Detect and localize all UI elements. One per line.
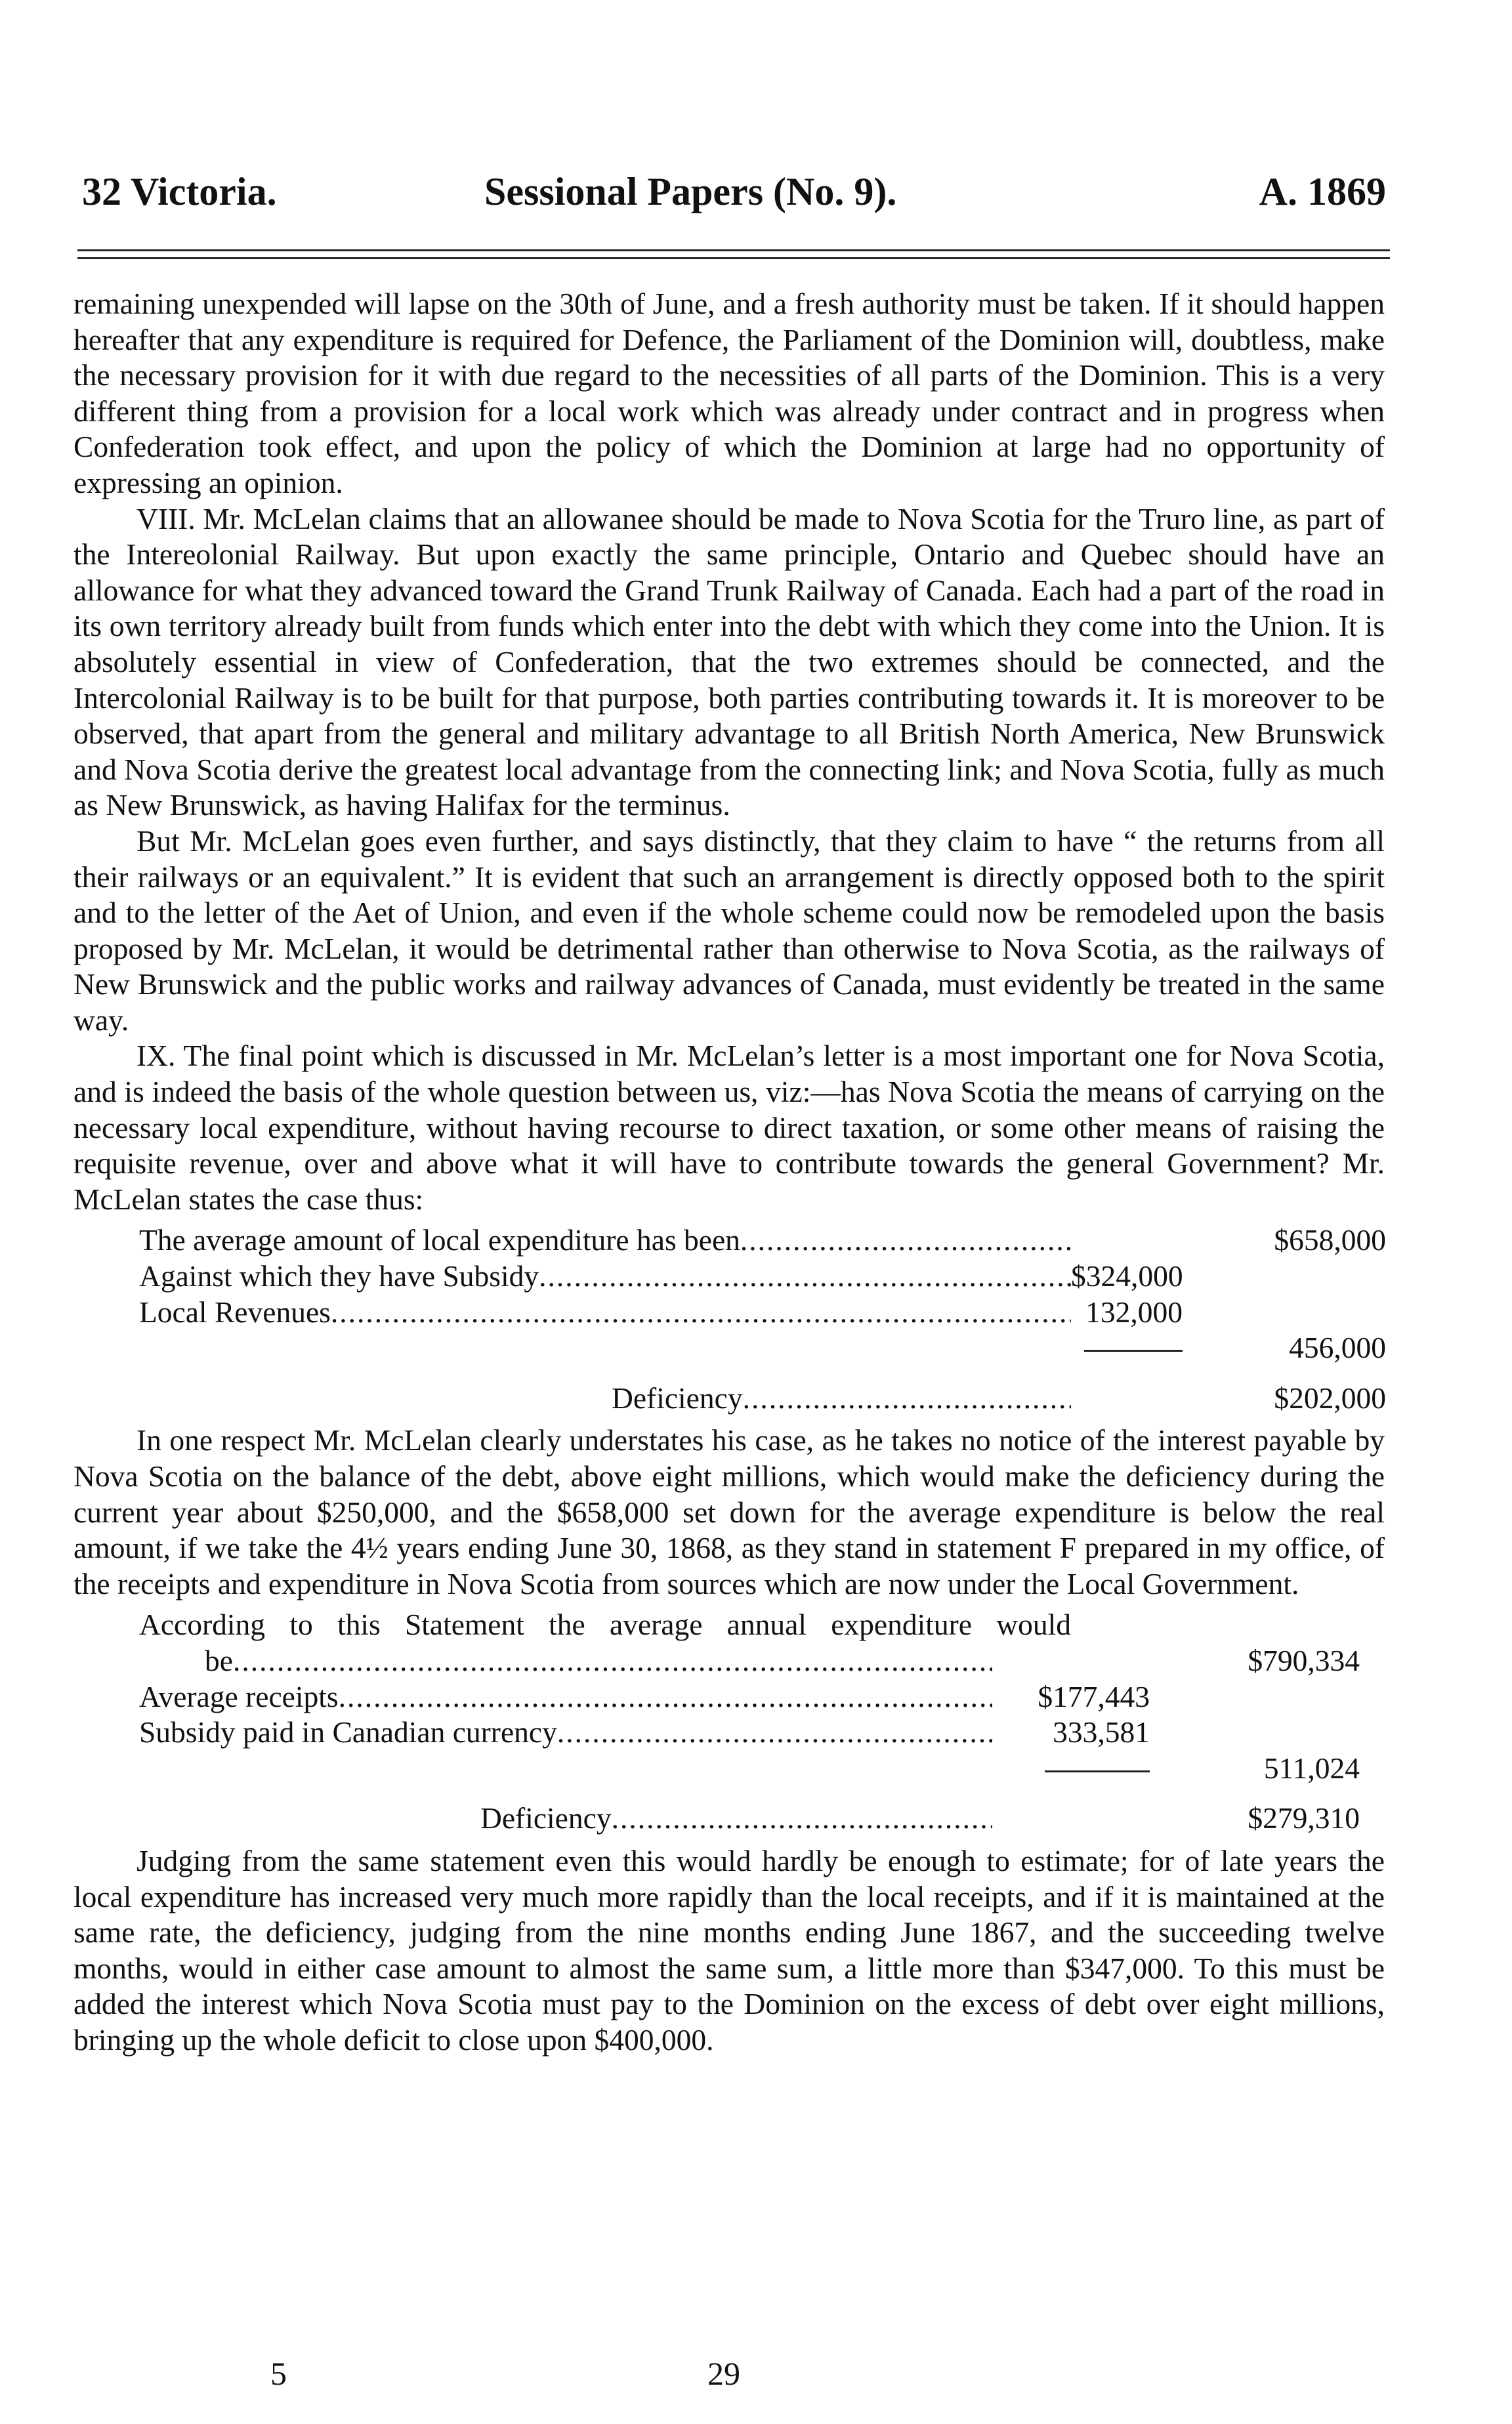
account-table-2	[139, 1607, 1360, 1837]
account-row-label: The average amount of local expenditure has been	[139, 1223, 740, 1257]
account-subtotal-row	[139, 1330, 1386, 1366]
paragraph: remaining unexpended will lapse on the 30th of June, and a fresh authority must be taken. If it should happen hereafter that any expenditure is required for Defence, the Parliament of the Dominion will, doubtless, make the necessary provision for it with due regard to the necessities of all parts of the Dominion. This is a very different thing from a provision for a local work which was already under contract and in progress when Confederation took effect, and upon the policy of which the Dominion at large had no opportunity of expressing an opinion.	[74, 287, 1385, 499]
signature-number: 5	[270, 2355, 287, 2392]
account-row	[139, 1643, 1360, 1679]
deficiency-value: $279,310	[1248, 1801, 1360, 1835]
header-title: Sessional Papers (No. 9).	[484, 170, 897, 213]
account-subtotal: 456,000	[1289, 1331, 1386, 1365]
account-row-label: Average receipts	[139, 1679, 339, 1713]
account-row	[139, 1295, 1386, 1331]
paragraph: Judging from the same statement even this would hardly be enough to estimate; for of late years the local expenditure has increased very much more rapidly than the local receipts, and if it is maintained at the same rate, the deficiency, judging from the nine months ending June 1867, and the succeeding twelve months, would in either case amount to almost the same sum, a little more than $347,000. To this must be added the interest which Nova Scotia must pay to the Dominion on the excess of debt over eight millions, bringing up the whole deficit to close upon $400,000.	[74, 1843, 1385, 2057]
account-intro: According to this Statement the average annual expenditure would	[139, 1608, 1071, 1642]
account-row	[139, 1222, 1386, 1259]
account-row-label: Subsidy paid in Canadian currency	[139, 1715, 557, 1749]
paragraph: But Mr. McLelan goes even further, and says distinctly, that they claim to have “ the returns from all their railways or an equivalent.” It is evident that such an arrangement is directly opposed both to the spirit and to the letter of the Aet of Union, and even if the whole scheme could now be remodeled upon the basis proposed by Mr. McLelan, it would be detrimental rather than otherwise to Nova Scotia, as the railways of New Brunswick and the public works and railway advances of Canada, must evidently be treated in the same way.	[74, 824, 1385, 1037]
account-row-mid: $177,443	[1038, 1679, 1150, 1713]
account-row	[139, 1715, 1360, 1751]
page-number: 29	[707, 2355, 740, 2392]
account-table-1	[139, 1222, 1386, 1416]
deficiency-value: $202,000	[1274, 1381, 1386, 1415]
account-row-right: $658,000	[1274, 1223, 1386, 1257]
account-subtotal-row	[139, 1751, 1360, 1787]
account-row-right: $790,334	[1248, 1643, 1360, 1677]
paragraph: VIII. Mr. McLelan claims that an allowanee should be made to Nova Scotia for the Truro line, as part of the Intereolonial Railway. But upon exactly the same principle, Ontario and Quebec should have an allowance for what they advanced toward the Grand Trunk Railway of Canada. Each had a part of the road in its own territory already built from funds which enter into the debt with which they come into the Union. It is absolutely essential in view of Confederation, that the two extremes should be connected, and the Intercolonial Railway is to be built for that purpose, both parties contributing towards it. It is moreover to be observed, that apart from the general and military advantage to all British North America, New Brunswick and Nova Scotia derive the greatest local advantage from the connecting link; and Nova Scotia, fully as much as New Brunswick, as having Halifax for the terminus.	[74, 501, 1385, 822]
paragraph: IX. The final point which is discussed in Mr. McLelan’s letter is a most important one for Nova Scotia, and is indeed the basis of the whole question between us, viz:—has Nova Scotia the means of carrying on the necessary local expenditure, without having recourse to direct taxation, or some other means of raising the requisite revenue, over and above what it will have to contribute towards the general Government? Mr. McLelan states the case thus:	[74, 1039, 1385, 1216]
header-rule	[77, 249, 1390, 251]
account-row	[139, 1679, 1360, 1715]
sum-rule	[1045, 1770, 1150, 1772]
deficiency-label: Deficiency	[612, 1381, 743, 1415]
header-rule	[77, 257, 1390, 259]
deficiency-row	[139, 1801, 1360, 1837]
account-row-label: Local Revenues	[139, 1295, 331, 1329]
body-text	[74, 286, 1385, 2058]
header-year: A. 1869	[1259, 170, 1386, 213]
account-row-label: Against which they have Subsidy	[139, 1259, 539, 1293]
account-subtotal: 511,024	[1263, 1751, 1360, 1785]
paragraph: In one respect Mr. McLelan clearly understates his case, as he takes no notice of the interest payable by Nova Scotia on the balance of the debt, above eight millions, which would make the deficiency during the current year about $250,000, and the $658,000 set down for the average expenditure is below the real amount, if we take the 4½ years ending June 30, 1868, as they stand in statement F prepared in my office, of the receipts and expenditure in Nova Scotia from sources which are now under the Local Government.	[74, 1423, 1385, 1600]
account-row-label: be	[205, 1643, 233, 1677]
account-row	[139, 1259, 1386, 1295]
deficiency-row	[139, 1381, 1386, 1417]
deficiency-label: Deficiency	[480, 1801, 612, 1835]
account-row-mid: $324,000	[1071, 1259, 1183, 1293]
account-row-mid: 333,581	[1053, 1715, 1150, 1749]
sum-rule	[1084, 1350, 1183, 1352]
header-session: 32 Victoria.	[82, 170, 277, 213]
account-row-mid: 132,000	[1085, 1295, 1183, 1329]
